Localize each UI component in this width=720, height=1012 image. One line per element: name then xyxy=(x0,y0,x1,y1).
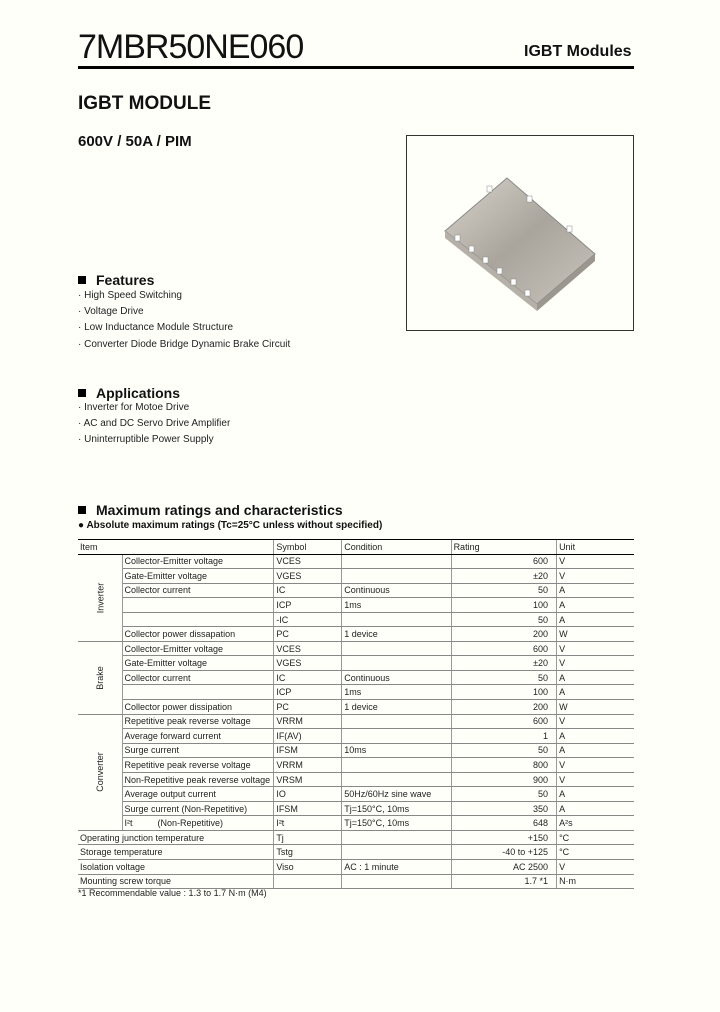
row-unit: A xyxy=(557,685,634,700)
table-row xyxy=(78,612,634,627)
row-unit: A xyxy=(557,583,634,598)
row-item: Collector power dissapation xyxy=(122,627,274,642)
row-unit: A xyxy=(557,729,634,744)
product-photo-frame xyxy=(406,135,634,331)
row-symbol: IFSM xyxy=(274,801,342,816)
row-symbol: VGES xyxy=(274,656,342,671)
table-row xyxy=(78,801,634,816)
row-rating: 900 xyxy=(451,772,557,787)
row-symbol: ICP xyxy=(274,598,342,613)
row-symbol: IFSM xyxy=(274,743,342,758)
row-rating: 600 xyxy=(451,714,557,729)
row-condition xyxy=(342,729,451,744)
row-symbol: VCES xyxy=(274,554,342,569)
table-row xyxy=(78,743,634,758)
row-symbol: -IC xyxy=(274,612,342,627)
row-symbol: Viso xyxy=(274,860,342,875)
row-unit: °C xyxy=(557,845,634,860)
row-condition: Tj=150°C, 10ms xyxy=(342,801,451,816)
row-condition xyxy=(342,758,451,773)
row-item: Average output current xyxy=(122,787,274,802)
row-condition: Continuous xyxy=(342,583,451,598)
table-row xyxy=(78,758,634,773)
row-condition: 50Hz/60Hz sine wave xyxy=(342,787,451,802)
row-unit: N·m xyxy=(557,874,634,889)
group-converter: Converter xyxy=(78,714,122,830)
row-unit: V xyxy=(557,772,634,787)
row-item xyxy=(122,612,274,627)
col-item: Item xyxy=(78,540,274,555)
application-item: · Inverter for Motoe Drive xyxy=(78,402,190,413)
features-heading: Features xyxy=(78,272,154,288)
row-unit: W xyxy=(557,700,634,715)
table-row xyxy=(78,787,634,802)
row-rating: 600 xyxy=(451,554,557,569)
ratings-heading: Maximum ratings and characteristics xyxy=(78,502,343,518)
series-label: IGBT Modules xyxy=(524,43,632,60)
row-unit: A xyxy=(557,743,634,758)
table-row xyxy=(78,874,634,889)
ratings-table xyxy=(78,539,634,889)
row-condition xyxy=(342,569,451,584)
row-rating: ±20 xyxy=(451,569,557,584)
row-rating: 100 xyxy=(451,598,557,613)
row-item: Collector current xyxy=(122,583,274,598)
row-rating: 50 xyxy=(451,670,557,685)
row-item: Surge current xyxy=(122,743,274,758)
row-condition xyxy=(342,714,451,729)
row-item: I²t (Non-Repetitive) xyxy=(122,816,274,831)
row-condition: Continuous xyxy=(342,670,451,685)
row-item: Repetitive peak reverse voltage xyxy=(122,714,274,729)
row-unit: A²s xyxy=(557,816,634,831)
row-condition xyxy=(342,830,451,845)
table-row xyxy=(78,569,634,584)
row-unit: V xyxy=(557,656,634,671)
row-unit: A xyxy=(557,801,634,816)
row-unit: A xyxy=(557,787,634,802)
col-rating: Rating xyxy=(451,540,557,555)
table-row xyxy=(78,656,634,671)
row-unit: V xyxy=(557,554,634,569)
row-condition: 10ms xyxy=(342,743,451,758)
row-symbol: IF(AV) xyxy=(274,729,342,744)
row-item xyxy=(122,598,274,613)
group-brake: Brake xyxy=(78,641,122,714)
row-symbol: VRRM xyxy=(274,758,342,773)
row-rating: AC 2500 xyxy=(451,860,557,875)
row-symbol: Tj xyxy=(274,830,342,845)
row-item: Gate-Emitter voltage xyxy=(122,656,274,671)
row-symbol: Tstg xyxy=(274,845,342,860)
row-symbol: PC xyxy=(274,627,342,642)
row-unit: V xyxy=(557,714,634,729)
product-title: IGBT MODULE xyxy=(78,93,211,114)
row-rating: 50 xyxy=(451,583,557,598)
col-condition: Condition xyxy=(342,540,451,555)
row-item: Gate-Emitter voltage xyxy=(122,569,274,584)
table-row xyxy=(78,670,634,685)
row-rating: 600 xyxy=(451,641,557,656)
row-rating: 50 xyxy=(451,743,557,758)
row-item xyxy=(122,685,274,700)
row-item: Mounting screw torque xyxy=(78,874,274,889)
row-rating: 50 xyxy=(451,787,557,802)
row-symbol: IO xyxy=(274,787,342,802)
row-unit: °C xyxy=(557,830,634,845)
row-condition: 1 device xyxy=(342,627,451,642)
row-rating: 648 xyxy=(451,816,557,831)
table-row xyxy=(78,598,634,613)
row-rating: 200 xyxy=(451,700,557,715)
table-row xyxy=(78,830,634,845)
row-item: Non-Repetitive peak reverse voltage xyxy=(122,772,274,787)
row-unit: V xyxy=(557,641,634,656)
row-rating: +150 xyxy=(451,830,557,845)
table-row xyxy=(78,729,634,744)
col-unit: Unit xyxy=(557,540,634,555)
row-rating: 1.7 *1 xyxy=(451,874,557,889)
row-rating: ±20 xyxy=(451,656,557,671)
table-row xyxy=(78,772,634,787)
table-row xyxy=(78,816,634,831)
row-unit: V xyxy=(557,758,634,773)
row-symbol: PC xyxy=(274,700,342,715)
application-item: · AC and DC Servo Drive Amplifier xyxy=(78,418,231,429)
row-symbol: VGES xyxy=(274,569,342,584)
row-rating: 50 xyxy=(451,612,557,627)
footnote: *1 Recommendable value : 1.3 to 1.7 N·m (M4) xyxy=(78,888,267,898)
row-condition xyxy=(342,612,451,627)
feature-item: · Low Inductance Module Structure xyxy=(78,322,234,333)
row-condition xyxy=(342,641,451,656)
row-unit: W xyxy=(557,627,634,642)
table-row xyxy=(78,860,634,875)
row-rating: 1 xyxy=(451,729,557,744)
row-rating: 350 xyxy=(451,801,557,816)
feature-item: · High Speed Switching xyxy=(78,290,182,301)
row-condition xyxy=(342,554,451,569)
row-condition xyxy=(342,656,451,671)
table-row xyxy=(78,700,634,715)
row-symbol: IC xyxy=(274,670,342,685)
row-unit: A xyxy=(557,612,634,627)
row-condition: 1ms xyxy=(342,598,451,613)
header-rule xyxy=(78,66,634,69)
table-row xyxy=(78,641,634,656)
row-unit: A xyxy=(557,670,634,685)
group-inverter: Inverter xyxy=(78,554,122,641)
row-rating: 200 xyxy=(451,627,557,642)
row-item: Collector-Emitter voltage xyxy=(122,641,274,656)
row-symbol: ICP xyxy=(274,685,342,700)
row-rating: 100 xyxy=(451,685,557,700)
row-item: Surge current (Non-Repetitive) xyxy=(122,801,274,816)
igbt-module-image xyxy=(407,136,633,330)
row-item: Isolation voltage xyxy=(78,860,274,875)
row-item: Collector power dissipation xyxy=(122,700,274,715)
row-symbol: VRRM xyxy=(274,714,342,729)
row-item: Collector current xyxy=(122,670,274,685)
row-unit: V xyxy=(557,569,634,584)
row-symbol: VCES xyxy=(274,641,342,656)
row-condition: AC : 1 minute xyxy=(342,860,451,875)
ratings-subheading: ● Absolute maximum ratings (Tc=25°C unless without specified) xyxy=(78,520,383,531)
table-row xyxy=(78,845,634,860)
application-item: · Uninterruptible Power Supply xyxy=(78,434,214,445)
row-symbol: VRSM xyxy=(274,772,342,787)
feature-item: · Converter Diode Bridge Dynamic Brake Circuit xyxy=(78,339,291,350)
row-item: Average forward current xyxy=(122,729,274,744)
row-unit: A xyxy=(557,598,634,613)
row-condition xyxy=(342,845,451,860)
row-item: Storage temperature xyxy=(78,845,274,860)
row-rating: 800 xyxy=(451,758,557,773)
row-unit: V xyxy=(557,860,634,875)
row-item: Repetitive peak reverse voltage xyxy=(122,758,274,773)
table-row xyxy=(78,685,634,700)
row-condition: Tj=150°C, 10ms xyxy=(342,816,451,831)
product-subtitle: 600V / 50A / PIM xyxy=(78,133,192,150)
row-condition: 1 device xyxy=(342,700,451,715)
table-row xyxy=(78,714,634,729)
row-item: Collector-Emitter voltage xyxy=(122,554,274,569)
row-symbol: IC xyxy=(274,583,342,598)
table-header-row xyxy=(78,540,634,555)
row-item: Operating junction temperature xyxy=(78,830,274,845)
applications-heading: Applications xyxy=(78,385,180,401)
part-number: 7MBR50NE060 xyxy=(78,28,304,66)
row-rating: -40 to +125 xyxy=(451,845,557,860)
row-condition xyxy=(342,874,451,889)
feature-item: · Voltage Drive xyxy=(78,306,144,317)
table-row xyxy=(78,627,634,642)
row-condition xyxy=(342,772,451,787)
col-symbol: Symbol xyxy=(274,540,342,555)
row-symbol xyxy=(274,874,342,889)
row-condition: 1ms xyxy=(342,685,451,700)
table-row xyxy=(78,583,634,598)
row-symbol: I²t xyxy=(274,816,342,831)
table-row xyxy=(78,554,634,569)
